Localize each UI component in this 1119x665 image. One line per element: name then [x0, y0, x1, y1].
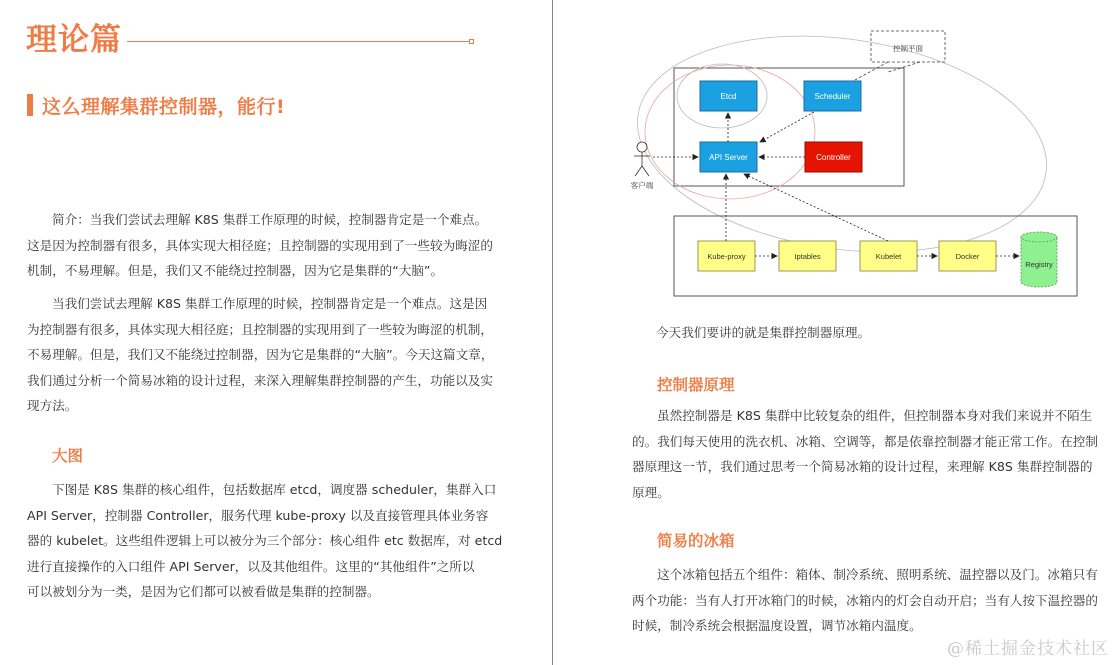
text-line: 虽然控制器是 K8S 集群中比较复杂的组件，但控制器本身对我们来说并不陌生 — [657, 408, 1093, 423]
text-line: API Server，控制器 Controller，服务代理 kube-proxy 以及直接管理具体业务容 — [27, 507, 489, 523]
controller-principle-paragraph — [632, 403, 1098, 505]
simple-fridge-paragraph — [632, 562, 1098, 639]
text-line: 进行直接操作的入口组件 API Server，以及其他组件。这里的“其他组件”之所以 — [27, 558, 475, 574]
node-registry — [1021, 232, 1057, 287]
chapter-heading — [27, 92, 285, 118]
callout-label: 控制平面 — [893, 44, 923, 53]
text-line: 当我们尝试去理解 K8S 集群工作原理的时候，控制器肯定是一个难点。这是因 — [52, 296, 488, 311]
text-line: 时候，制冷系统会根据温度设置，调节冰箱内温度。 — [632, 618, 922, 633]
part-title: 理论篇 — [26, 22, 122, 58]
text-line: 这个冰箱包括五个组件：箱体、制冷系统、照明系统、温控器以及门。冰箱只有 — [657, 567, 1098, 582]
text-line: 原理。 — [632, 484, 670, 500]
node-docker — [939, 241, 996, 271]
text-line: 的。我们每天使用的洗衣机、冰箱、空调等，都是依靠控制器才能正常工作。在控制 — [632, 433, 1098, 449]
text-line: 可以被划分为一类，是因为它们都可以被看做是集群的控制器。 — [27, 584, 380, 599]
node-etcd — [700, 81, 757, 111]
svg-text:Controller: Controller — [816, 153, 851, 162]
text-line: 我们通过分析一个简易冰箱的设计过程，来深入理解集群控制器的产生，功能以及实 — [27, 372, 493, 388]
node-kubelet — [860, 241, 917, 271]
title-rule-end — [469, 39, 474, 44]
node-scheduler — [804, 81, 861, 111]
text-line: 不易理解。但是，我们又不能绕过控制器，因为它是集群的“大脑”。今天这篇文章， — [27, 347, 494, 362]
svg-text:Kube-proxy: Kube-proxy — [707, 252, 746, 261]
left-page — [0, 0, 552, 665]
text-line: 下图是 K8S 集群的核心组件，包括数据库 etcd，调度器 scheduler，集群入口 — [52, 482, 497, 497]
text-line: 器原理这一节，我们通过思考一个简易冰箱的设计过程，来理解 K8S 集群控制器的 — [632, 459, 1093, 474]
text-line: 今天我们要讲的就是集群控制器原理。 — [656, 325, 871, 340]
chapter-title: 这么理解集群控制器，能行! — [42, 95, 286, 118]
title-rule — [127, 41, 471, 42]
text-line: 简介：当我们尝试去理解 K8S 集群工作原理的时候，控制器肯定是一个难点。 — [52, 212, 488, 227]
svg-text:Scheduler: Scheduler — [814, 92, 851, 101]
text-line: 现方法。 — [27, 398, 78, 413]
svg-text:Kubelet: Kubelet — [875, 252, 902, 261]
big-picture-paragraph — [27, 477, 503, 605]
svg-text:Iptables: Iptables — [794, 252, 821, 261]
paragraph-2 — [27, 291, 494, 419]
node-kube-proxy — [698, 241, 755, 271]
svg-text:API Server: API Server — [709, 153, 748, 162]
svg-text:Registry: Registry — [1025, 260, 1053, 269]
section-heading-big-picture: 大图 — [52, 447, 84, 465]
diagram-caption — [656, 320, 1096, 346]
text-line: 这是因为控制器有很多，具体实现大相径庭；且控制器的实现用到了一些较为晦涩的 — [27, 237, 493, 253]
client-actor-icon — [634, 142, 650, 176]
watermark: @稀土掘金技术社区 — [947, 639, 1109, 659]
text-line: 两个功能：当有人打开冰箱门的时候，冰箱内的灯会自动开启；当有人按下温控器的 — [632, 592, 1098, 608]
node-controller — [805, 142, 862, 172]
text-line: 器的 kubelet。这些组件逻辑上可以被分为三个部分：核心组件 etc 数据库，对 etcd — [27, 533, 503, 548]
client-label: 客户端 — [630, 181, 654, 190]
text-line: 机制，不易理解。但是，我们又不能绕过控制器，因为它是集群的“大脑”。 — [27, 263, 444, 278]
node-iptables — [779, 241, 836, 271]
node-api-server — [700, 142, 757, 172]
section-heading-controller-principle: 控制器原理 — [657, 376, 735, 394]
section-heading-simple-fridge: 简易的冰箱 — [657, 532, 735, 550]
k8s-architecture-diagram — [620, 24, 1090, 304]
intro-paragraph — [27, 207, 493, 284]
chapter-accent-bar — [27, 94, 33, 116]
text-line: 为控制器有很多，具体实现大相径庭；且控制器的实现用到了一些较为晦涩的机制， — [27, 321, 493, 337]
svg-text:Docker: Docker — [955, 252, 980, 261]
svg-text:Etcd: Etcd — [720, 92, 737, 101]
